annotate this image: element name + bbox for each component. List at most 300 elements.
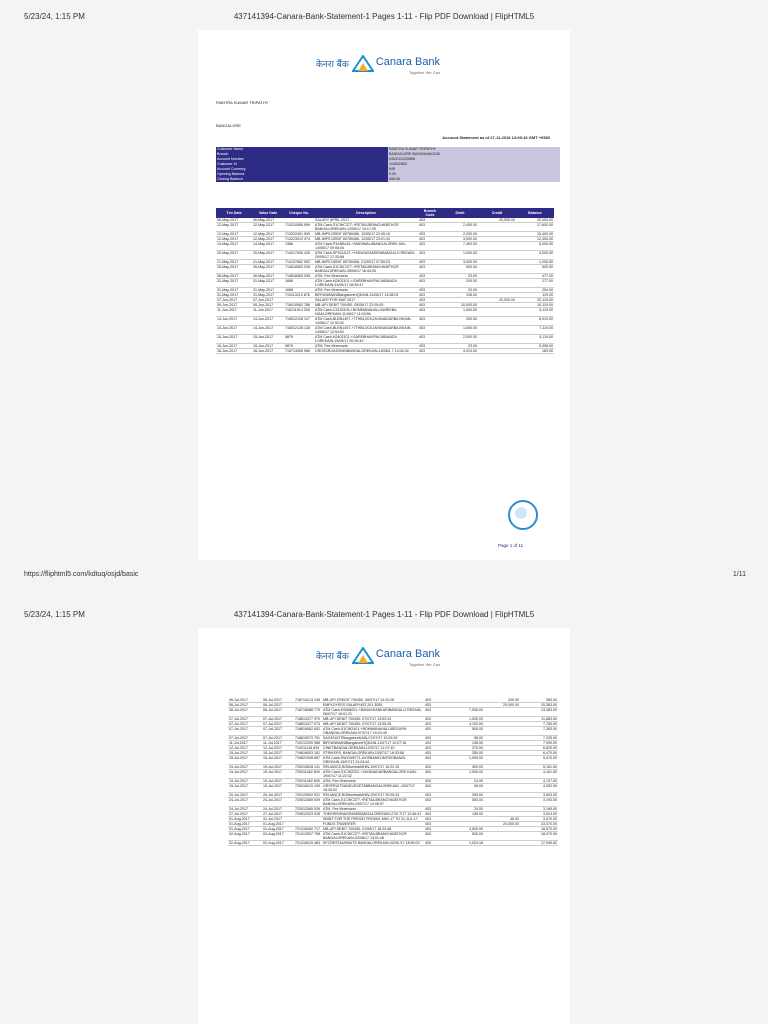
table-cell: 6,820.00	[520, 746, 558, 751]
table-cell: 10,119.00	[516, 303, 554, 308]
column-header: Branch Code	[418, 208, 442, 218]
table-cell: 10,000.00	[442, 303, 478, 308]
table-cell: 06-Jul-2017	[228, 708, 262, 717]
column-header: Debit	[442, 208, 478, 218]
table-cell: 713210065 599	[284, 223, 314, 232]
table-cell: EMPLOYEES SALARY403 201 3050	[322, 703, 424, 708]
column-header: Cheque No.	[284, 208, 314, 218]
table-cell: 07-Jun-2017	[216, 298, 252, 303]
table-cell: 19-Jul-2017	[228, 765, 262, 770]
table-cell: 15,400.00	[516, 232, 554, 237]
table-cell: 12-May-2017	[252, 232, 284, 237]
table-cell: 713222401 599	[284, 232, 314, 237]
bank-logo	[316, 52, 440, 75]
table-cell: 06-Jul-2017	[262, 708, 294, 717]
table-cell: 714017006 430	[284, 251, 314, 260]
table-cell: 403	[418, 279, 442, 288]
table-cell: 45.00	[448, 784, 484, 793]
column-header: Balance	[516, 208, 554, 218]
table-cell: 719311118 839	[294, 746, 322, 751]
table-cell: GRSFRUITSANDVEGETABBANGALOREKAIN -19/07/17 16:39:02	[322, 784, 424, 793]
table-cell: 11-Jun-2017	[216, 308, 252, 317]
table-row	[228, 784, 558, 793]
table-cell: 06-Jul-2017	[262, 703, 294, 708]
table-cell: 7,225.00	[520, 736, 558, 741]
table-cell: SBINT FOR THE PERIOD FROM01-MAY-17 TO 31-JUL-17	[322, 817, 424, 822]
table-cell: 12,400.00	[516, 237, 554, 242]
table-cell: MB-UPI CREDIT 700450- 06/07/17 14:19:26	[322, 698, 424, 703]
table-cell: 6,470.00	[520, 751, 558, 756]
table-cell: 403	[424, 756, 448, 765]
table-cell: ATM Cash-S1CWC377-+RETAILBRANCH408THCR BANGALOREKAIN-24/07/17 12:06:57	[322, 798, 424, 807]
table-cell	[478, 242, 516, 251]
table-cell: 5879	[284, 335, 314, 344]
table-cell: 9,119.00	[516, 308, 554, 317]
table-cell	[478, 326, 516, 335]
table-cell: 477.00	[516, 274, 554, 279]
table-cell: 26-May-2017	[216, 274, 252, 279]
table-cell: 1,024.18	[448, 841, 484, 846]
table-cell: 720120902 922	[294, 793, 322, 798]
table-cell: 403	[418, 335, 442, 344]
statement-page-2	[198, 628, 570, 1024]
table-cell: 15-Jul-2017	[228, 751, 262, 756]
table-cell: 277.00	[516, 279, 554, 288]
table-cell: 718819062 602	[294, 727, 322, 736]
table-row	[216, 242, 554, 251]
table-row	[216, 349, 554, 354]
table-cell: 403	[418, 344, 442, 349]
table-cell: 06-May-2017	[216, 218, 252, 223]
table-cell: 403	[424, 827, 448, 832]
table-cell: 403	[418, 218, 442, 223]
table-cell: 20-Jul-2017	[262, 793, 294, 798]
table-cell: ATM, Fee Mnemonic	[314, 288, 418, 293]
table-cell: 23.00	[442, 288, 478, 293]
table-cell: 15-Jul-2017	[262, 756, 294, 765]
table-cell: 718813477 070	[294, 717, 322, 722]
table-cell: 403	[424, 722, 448, 727]
table-row	[228, 798, 558, 807]
table-cell: 719616003 181	[294, 751, 322, 756]
table-cell	[478, 251, 516, 260]
table-cell: 07-Jul-2017	[262, 717, 294, 722]
table-cell: 07-Jul-2017	[228, 727, 262, 736]
table-cell: 12-Jul-2017	[228, 746, 262, 751]
table-cell: 1,000.00	[442, 251, 478, 260]
table-cell: ATM Cash-C3133105-+BOMMANAHALLIIWRIEBA NGALOREKAIN-11/06/17 11:03:56	[314, 308, 418, 317]
table-cell: 12-Jul-2017	[262, 746, 294, 751]
table-cell: 7,283.00	[520, 727, 558, 736]
table-cell: 135.00	[442, 293, 478, 298]
table-cell: 713223013 474	[284, 237, 314, 242]
table-cell: 403	[424, 741, 448, 746]
table-cell	[478, 317, 516, 326]
table-row	[216, 251, 554, 260]
table-cell: 403	[424, 746, 448, 751]
table-cell: 14-Jun-2017	[216, 317, 252, 326]
table-row	[216, 279, 554, 288]
table-cell: 403	[424, 751, 448, 756]
account-info-value: 0403101200866	[388, 157, 560, 162]
table-cell: 500.00	[448, 832, 484, 841]
table-cell: 11-Jul-2017	[262, 741, 294, 746]
table-cell: 718714213 245	[294, 698, 322, 703]
table-cell: MB-IMPS DEBIT 80789456- 12/05/17 22:45:15	[314, 232, 418, 237]
table-cell: 02-Aug-2017	[228, 832, 262, 841]
table-cell: 718813477 073	[294, 722, 322, 727]
table-cell: 1,000.00	[448, 756, 484, 765]
table-cell: 11-Jul-2017	[228, 741, 262, 746]
table-cell: 20,000.00	[478, 218, 516, 223]
table-cell: 1366	[284, 242, 314, 251]
table-cell: 720512065 539	[294, 798, 322, 807]
table-cell: RELIANCE,BOMumbaiMHIN-19/07/17 10:22:15	[322, 765, 424, 770]
table-cell: ATM Cash-BLBN1407-+7THBLOCKJAYANAGARBA NKAIN-14/06/17 12:52:52	[314, 317, 418, 326]
column-header: Txn Date	[216, 208, 252, 218]
table-cell: MB-UPI DEBIT 700450- 07/07/17 13:53:33	[322, 717, 424, 722]
print-header	[0, 6, 768, 26]
table-cell: STRIKERS, BANGALOREKAIN-15/07/17 16:33:58	[322, 751, 424, 756]
table-cell: 12-May-2017	[216, 237, 252, 242]
table-cell: 720010628 131	[294, 765, 322, 770]
table-cell: 3,169.00	[520, 807, 558, 812]
table-cell: 7,400.00	[442, 242, 478, 251]
bank-tagline-2: Together We Can	[409, 662, 441, 667]
table-row	[216, 223, 554, 232]
table-cell: 15-Jun-2017	[252, 344, 284, 349]
table-cell: 3,000.00	[442, 260, 478, 265]
table-cell: 2,200.00	[442, 232, 478, 237]
table-cell: 06-May-2017	[252, 218, 284, 223]
table-cell: 2,000.00	[442, 335, 478, 344]
table-cell: 5,000.00	[516, 242, 554, 251]
table-cell: MB-UPI DEBIT 700450- 07/07/17 13:55:35	[322, 722, 424, 727]
table-cell: 3,193.00	[520, 798, 558, 807]
table-cell: 383.00	[520, 698, 558, 703]
table-cell: 403	[424, 770, 448, 779]
table-cell: 403	[424, 708, 448, 717]
table-cell: 399.00	[448, 793, 484, 798]
table-cell: 20,000.00	[484, 822, 520, 827]
table-cell: 12-May-2017	[252, 223, 284, 232]
table-cell: 5,096.00	[516, 344, 554, 349]
table-cell: 500.00	[448, 727, 484, 736]
table-cell: SALARY FOR MAY 2017	[314, 298, 418, 303]
table-cell: 31-May-2017	[252, 293, 284, 298]
statement-page-1	[198, 30, 570, 560]
table-cell: 19-Jul-2017	[262, 779, 294, 784]
table-cell: 11-Jun-2017	[252, 308, 284, 317]
table-cell: 01-Aug-2017	[262, 822, 294, 827]
table-cell: 5,119.00	[516, 335, 554, 344]
table-cell: 1,000.00	[448, 770, 484, 779]
account-info-label: Customer Name	[216, 147, 388, 152]
table-cell: SAGENJOTBangaloreKAIN-07/07/17 19:29:25	[322, 736, 424, 741]
account-holder-name: PABITRA KUMAR TRIPATHY	[216, 100, 269, 105]
table-cell: 12-May-2017	[216, 232, 252, 237]
account-info-label: Closing Balance	[216, 177, 388, 182]
column-header: Description	[314, 208, 418, 218]
table-cell: 21-May-2017	[216, 260, 252, 265]
table-cell: 403	[424, 832, 448, 841]
table-cell: 403	[424, 703, 448, 708]
table-cell: 403	[418, 326, 442, 335]
table-cell: 20,000.00	[516, 218, 554, 223]
table-cell: 720512065 539	[294, 807, 322, 812]
table-cell: 1,000.00	[516, 260, 554, 265]
table-cell: 07-Jul-2017	[262, 736, 294, 741]
account-info-row	[216, 177, 560, 182]
table-cell: 715113210 676	[284, 293, 314, 298]
table-cell: ATM Cash-S1CWC377-+RETAILBRANCH408THCR BANGALOREKAIN-12/05/17 10:17:25	[314, 223, 418, 232]
table-cell	[484, 798, 520, 807]
transactions-table-page-1	[216, 208, 554, 354]
page-indicator: Page 1 of 11	[498, 543, 524, 548]
table-cell: 14-Jun-2017	[252, 317, 284, 326]
account-info-table	[216, 147, 560, 182]
table-cell: 4,100.00	[448, 722, 484, 727]
canara-triangle-icon	[352, 647, 374, 665]
table-cell: 20-May-2017	[216, 251, 252, 260]
table-row	[228, 770, 558, 779]
table-cell: 403	[424, 727, 448, 736]
table-cell: 19-Jul-2017	[228, 784, 262, 793]
table-cell	[484, 832, 520, 841]
table-cell: 19-Jul-2017	[262, 784, 294, 793]
table-cell	[484, 770, 520, 779]
table-cell	[478, 265, 516, 274]
table-cell: 719621008 667	[294, 756, 322, 765]
table-cell: 1668	[284, 279, 314, 288]
table-cell: 19-Jul-2017	[228, 770, 262, 779]
table-cell: 20,000.00	[478, 298, 516, 303]
table-cell: ATM, Fee Mnemonic	[314, 274, 418, 279]
table-cell: 403	[418, 260, 442, 265]
bank-hindi-name: केनरा बैंक	[316, 60, 349, 70]
table-cell: 06-Jul-2017	[262, 698, 294, 703]
table-cell: 716211014 335	[284, 308, 314, 317]
table-cell: 1,600.00	[442, 326, 478, 335]
table-cell: ATM Cash-S1CW2401-+BOMMANAHALLIBEGURH OBANGALOREKAIN-07/07/17 19:23:49	[322, 727, 424, 736]
table-cell: ATM Cash-S1CWC377-+RETAILBRANCH408THCR BANGALOREKAIN-26/05/17 16:44:25	[314, 265, 418, 274]
table-cell: 1,500.00	[448, 717, 484, 722]
account-info-value: PABITRA KUMAR TRIPATHY	[388, 147, 560, 152]
table-cell: 254.00	[516, 288, 554, 293]
table-cell: BIRYANIMANIBangaloreHQKAIN-31/05/17 13:08:03	[314, 293, 418, 298]
table-cell: ATM, Fee Mnemonic	[322, 807, 424, 812]
table-cell: 11,883.00	[520, 717, 558, 722]
table-cell: 12-May-2017	[252, 237, 284, 242]
table-cell: 3,693.00	[520, 793, 558, 798]
table-cell: 721413007 798	[294, 832, 322, 841]
table-cell: ATM Cash-S1CW2202-+JAYANAGARBANGALORE KAIN-19/07/17 11:22:32	[322, 770, 424, 779]
table-cell: ATM Cash-SWCW6771-AXISBANKLIMITEDBANGL OREKAIN-15/07/17 21:04:42	[322, 756, 424, 765]
table-cell: SALARY APRIL 2017	[314, 218, 418, 223]
print-datetime-2: 5/23/24, 1:15 PM	[24, 610, 85, 619]
table-cell: 31-May-2017	[216, 279, 252, 288]
bank-logo-2	[316, 644, 440, 667]
table-cell: MB-UPI DEBIT 700450- 09/06/17 22:05:09	[314, 303, 418, 308]
table-cell: CINETBANGALOREKAIN-12/07/17 11:07:40	[322, 746, 424, 751]
transactions-table-page-2	[228, 698, 558, 846]
table-cell: FUNDS TRANSFER	[322, 822, 424, 827]
table-cell: 24-Jul-2017	[228, 798, 262, 807]
table-cell: 07-Jun-2017	[252, 298, 284, 303]
table-cell: 19-Jul-2017	[262, 765, 294, 770]
table-cell: 7,119.00	[516, 326, 554, 335]
table-cell: 19-Jul-2017	[228, 779, 262, 784]
table-cell: 31-Jul-2017	[262, 817, 294, 822]
table-cell: 403	[424, 807, 448, 812]
table-cell: 23,070.00	[520, 822, 558, 827]
table-cell: 720812023 028	[294, 812, 322, 817]
table-row	[228, 698, 558, 703]
table-cell: 14-Jun-2017	[252, 326, 284, 335]
table-cell: 4,092.00	[520, 784, 558, 793]
table-cell: 8,919.00	[516, 317, 554, 326]
table-cell: 31-May-2017	[216, 293, 252, 298]
table-cell: 714107662 952	[284, 260, 314, 265]
table-cell	[484, 784, 520, 793]
table-cell: 5,470.00	[520, 756, 558, 765]
print-title: 437141394-Canara-Bank-Statement-1 Pages 1-11 - Flip PDF Download | FlipHTML5	[233, 12, 535, 21]
table-cell: 20,119.00	[516, 298, 554, 303]
table-cell: 26-May-2017	[216, 265, 252, 274]
table-cell: 7,783.00	[520, 722, 558, 727]
table-cell: 4,137.00	[520, 779, 558, 784]
table-cell: 720016015 159	[294, 784, 322, 793]
table-cell: ATM, Fee Mnemonic	[314, 344, 418, 349]
table-cell: 403	[418, 293, 442, 298]
table-cell: 5879	[284, 344, 314, 349]
table-cell	[484, 708, 520, 717]
table-cell: ATM Cash-SPCNJ127-+HONGASANDRABANGALO REKAIN-20/05/17 17:33:58	[314, 251, 418, 260]
table-cell: 01-Aug-2017	[262, 827, 294, 832]
table-row	[228, 841, 558, 846]
table-cell: 16-Jun-2017	[216, 349, 252, 354]
table-cell: 200.00	[484, 698, 520, 703]
table-cell: 720011062 839	[294, 779, 322, 784]
table-cell	[478, 349, 516, 354]
table-cell: 718819073 751	[294, 736, 322, 741]
table-cell: 58.00	[448, 736, 484, 741]
table-cell: 403	[418, 298, 442, 303]
table-cell	[478, 223, 516, 232]
table-cell: 26-May-2017	[252, 274, 284, 279]
table-cell: 403	[424, 717, 448, 722]
table-row	[216, 335, 554, 344]
table-cell: 07-Jul-2017	[228, 736, 262, 741]
table-cell	[484, 756, 520, 765]
table-cell: 403	[418, 242, 442, 251]
table-cell: 403	[424, 793, 448, 798]
table-cell: 7,090.00	[520, 741, 558, 746]
table-cell: 2,450.00	[442, 223, 478, 232]
account-info-value: 668.66	[388, 177, 560, 182]
table-cell: 403	[418, 237, 442, 242]
table-cell: 403	[424, 817, 448, 822]
table-cell: 24-Jul-2017	[262, 798, 294, 807]
table-cell: 200.00	[442, 317, 478, 326]
table-cell: MB-IMPS DEBIT 80789456- 21/05/17 07:59:23	[314, 260, 418, 265]
table-cell: 716010062 786	[284, 303, 314, 308]
print-datetime: 5/23/24, 1:15 PM	[24, 12, 85, 21]
table-cell: 09-Jun-2017	[216, 303, 252, 308]
column-header: Value Date	[252, 208, 284, 218]
bank-seal-stamp	[508, 500, 538, 530]
table-cell: 403	[424, 784, 448, 793]
table-cell: 15-Jul-2017	[228, 756, 262, 765]
table-cell	[484, 727, 520, 736]
table-cell: 01-Aug-2017	[228, 827, 262, 832]
table-cell: 4,000.00	[516, 251, 554, 260]
table-cell: 403	[418, 308, 442, 317]
table-cell: 403	[424, 812, 448, 817]
table-cell: 714616063 035	[284, 265, 314, 274]
table-cell: 23.00	[442, 344, 478, 349]
table-cell: ATM Cash-H2402101-+GAREBHAVIPALYABANGA LOREKAIN-31/05/17 08:39:47	[314, 279, 418, 288]
table-cell: 403	[418, 251, 442, 260]
table-cell: 17,600.00	[516, 223, 554, 232]
account-holder-city: BANGALORE	[216, 123, 241, 128]
table-row	[228, 708, 558, 717]
table-cell: 07-Jul-2017	[228, 717, 262, 722]
table-cell: 15-Jun-2017	[216, 344, 252, 349]
table-cell: 1,000.00	[442, 308, 478, 317]
table-cell: 17,045.82	[520, 841, 558, 846]
table-cell: 20-Jul-2017	[228, 793, 262, 798]
table-cell: 20,383.00	[520, 703, 558, 708]
table-cell: 18,070.00	[520, 832, 558, 841]
bank-tagline: Together We Can	[409, 70, 441, 75]
account-info-label: Opening Balance	[216, 172, 388, 177]
table-cell: 403	[418, 232, 442, 237]
bank-name-2: Canara Bank	[375, 648, 441, 660]
table-row	[228, 727, 558, 736]
table-cell: 27-Jul-2017	[262, 812, 294, 817]
table-cell: 1668	[284, 288, 314, 293]
bank-name: Canara Bank	[375, 56, 441, 68]
table-cell: 500.00	[442, 265, 478, 274]
table-cell: 403	[418, 288, 442, 293]
table-cell: ATM, Fee Mnemonic	[322, 779, 424, 784]
table-cell: ATM Cash-P3ANBL51-+MADIWALABANGALOREK AIN-14/05/17 09:08:04	[314, 242, 418, 251]
bank-hindi-name-2: केनरा बैंक	[316, 652, 349, 662]
table-cell: 135.00	[448, 741, 484, 746]
table-cell: 21-May-2017	[252, 260, 284, 265]
table-cell: 15-Jun-2017	[216, 335, 252, 344]
table-cell: 07-Jul-2017	[228, 722, 262, 727]
table-cell: 02-Aug-2017	[228, 841, 262, 846]
table-cell: 183.00	[516, 349, 554, 354]
account-info-value: 0.00	[388, 172, 560, 177]
print-url: https://fliphtml5.com/kdtuq/osjd/basic	[24, 571, 139, 578]
account-info-label: Account Number	[216, 157, 388, 162]
table-cell: 145.00	[448, 812, 484, 817]
account-info-label: Customer Id	[216, 162, 388, 167]
account-info-value: 104842863	[388, 162, 560, 167]
table-cell: 14-Jun-2017	[216, 326, 252, 335]
table-cell: 46.00	[484, 817, 520, 822]
table-row	[216, 308, 554, 317]
table-cell: 06-Jul-2017	[228, 703, 262, 708]
table-cell: 403	[418, 274, 442, 279]
table-cell: MB-IMPS DEBIT 80789456- 12/05/17 23:01:34	[314, 237, 418, 242]
table-cell: 716714065 986	[284, 349, 314, 354]
table-cell: 716512128 127	[284, 317, 314, 326]
table-row	[216, 326, 554, 335]
